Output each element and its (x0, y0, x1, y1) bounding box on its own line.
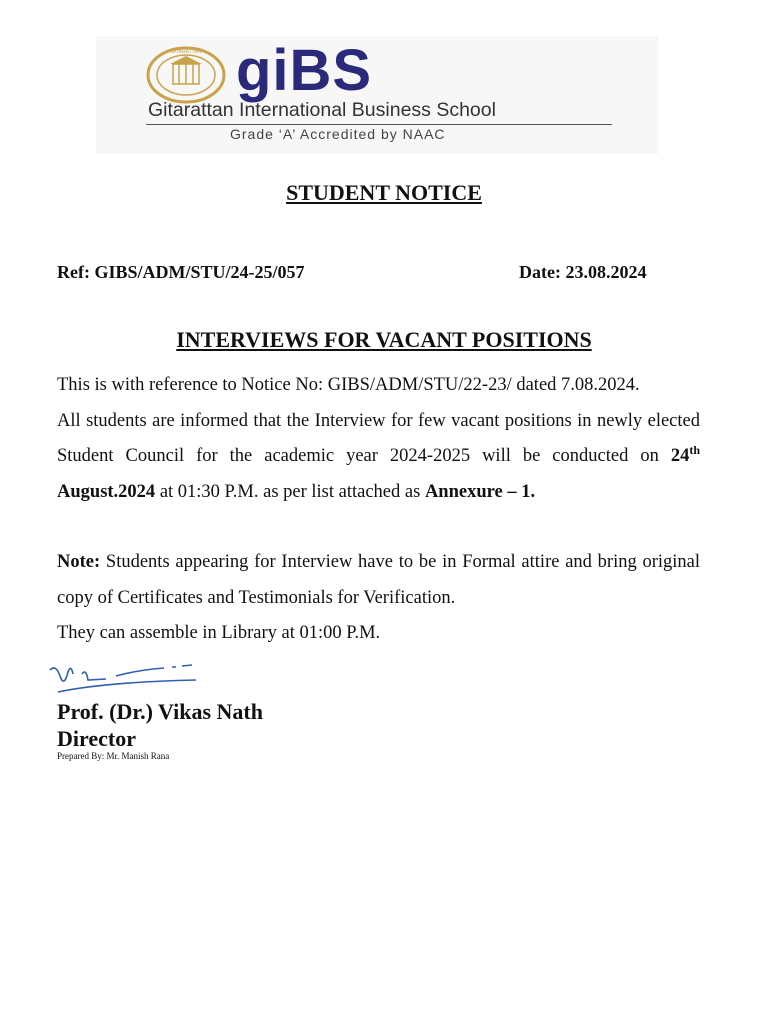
note-text: Students appearing for Interview have to be in Formal attire and bring original copy of Certificates and Testimonials for Verification. (57, 552, 701, 608)
school-name: Gitarattan International Business School (148, 99, 496, 121)
notice-body (57, 368, 700, 652)
interview-time-text: at 01:30 P.M. as per list attached as (159, 481, 421, 502)
annexure-reference: Annexure – 1. (424, 481, 536, 502)
header-divider (146, 124, 612, 125)
notice-subject: INTERVIEWS FOR VACANT POSITIONS (176, 327, 592, 352)
emblem-text: GITARATTAN (170, 49, 202, 55)
reference-number: Ref: GIBS/ADM/STU/24-25/057 (57, 262, 305, 282)
date-suffix: th (689, 442, 700, 457)
handwritten-signature (46, 658, 201, 700)
signatory-name: Prof. (Dr.) Vikas Nath (57, 699, 263, 724)
paragraph-text: All students are informed that the Interview for few vacant positions in newly elected Student Council for the academic year 2024-2025 will be conducted on (57, 410, 700, 466)
reference-line: This is with reference to Notice No: GIBS/ADM/STU/22-23/ dated 7.08.2024. (57, 375, 640, 395)
interview-paragraph (57, 404, 700, 511)
brand-logo-text: giBS (236, 38, 373, 103)
accreditation-line: Grade ‘A’ Accredited by NAAC (230, 126, 446, 142)
college-emblem-icon (146, 46, 226, 104)
date-day: 24 (670, 446, 690, 466)
note-paragraph (57, 545, 700, 616)
note-label: Note: (57, 552, 101, 572)
date-month-year: August.2024 (57, 481, 156, 502)
letterhead (96, 36, 658, 154)
signatory-designation: Director (57, 726, 136, 751)
assemble-line: They can assemble in Library at 01:00 P.M. (57, 623, 381, 643)
notice-title: STUDENT NOTICE (286, 180, 482, 205)
prepared-by: Prepared By: Mr. Manish Rana (57, 751, 170, 761)
notice-date: Date: 23.08.2024 (519, 262, 647, 282)
